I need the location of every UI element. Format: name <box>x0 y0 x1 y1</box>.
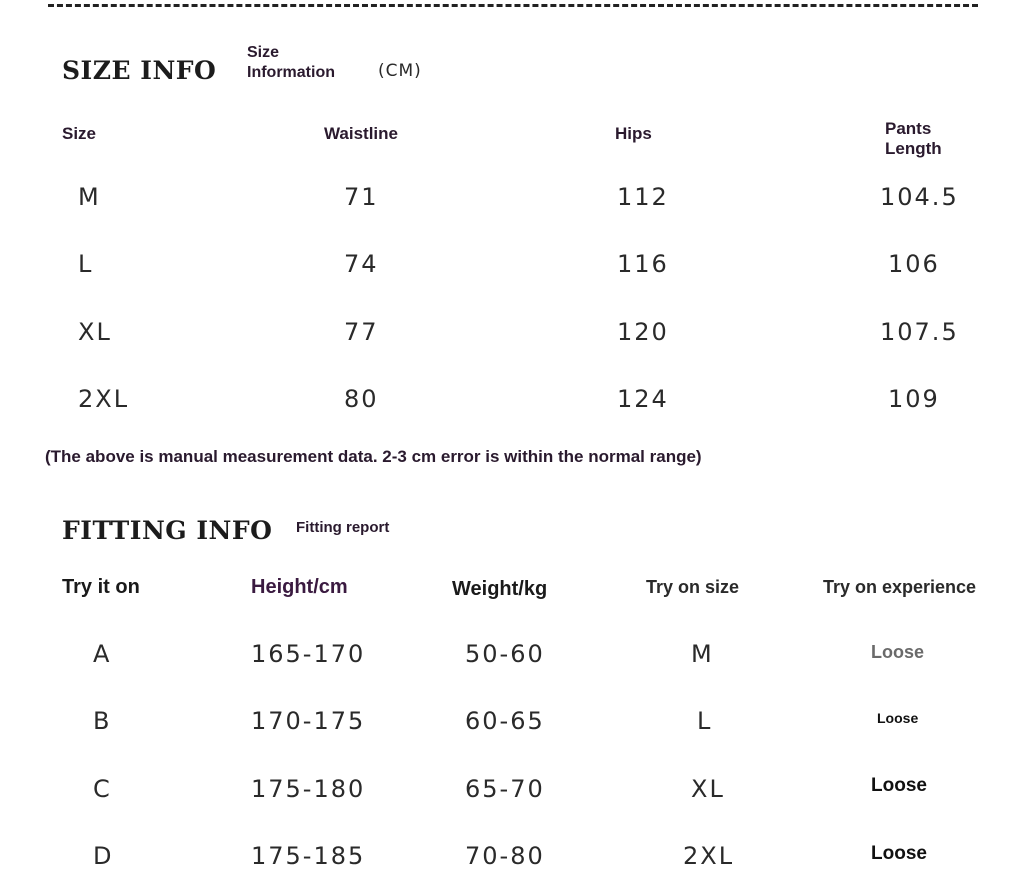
unit-label: (CM) <box>378 61 422 81</box>
experience-cell: Loose <box>877 710 919 726</box>
try-size-cell: 2XL <box>683 842 735 870</box>
length-cell: 109 <box>888 385 940 413</box>
hips-cell: 116 <box>617 250 669 278</box>
size-info-subtitle-line2: Information <box>247 64 335 81</box>
fitting-info-subtitle: Fitting report <box>296 519 390 536</box>
try-size-cell: L <box>697 707 713 735</box>
header-try-on-size: Try on size <box>646 577 740 597</box>
header-height: Height/cm <box>251 576 348 598</box>
waist-cell: 74 <box>344 250 379 278</box>
fitting-info-title: FITTING INFO <box>62 516 273 545</box>
header-waistline: Waistline <box>324 124 398 143</box>
header-pants-length-line2: Length <box>885 139 942 158</box>
length-cell: 106 <box>888 250 940 278</box>
size-info-title: SIZE INFO <box>62 56 217 85</box>
size-cell: M <box>78 183 101 211</box>
header-pants-length-line1: Pants <box>885 119 932 138</box>
header-size: Size <box>62 124 97 143</box>
header-weight: Weight/kg <box>452 578 548 600</box>
length-cell: 104.5 <box>880 183 959 211</box>
header-try-on-experience: Try on experience <box>823 577 977 597</box>
try-size-cell: M <box>691 640 714 668</box>
weight-cell: 65-70 <box>465 775 545 803</box>
height-cell: 165-170 <box>251 640 366 668</box>
hips-cell: 120 <box>617 318 669 346</box>
waist-cell: 77 <box>344 318 379 346</box>
waist-cell: 80 <box>344 385 379 413</box>
height-cell: 175-185 <box>251 842 366 870</box>
person-cell: B <box>93 707 112 735</box>
top-dashed-divider <box>48 4 978 7</box>
experience-cell: Loose <box>871 642 925 662</box>
experience-cell: Loose <box>871 775 927 796</box>
experience-cell: Loose <box>871 843 927 864</box>
size-cell: 2XL <box>78 385 130 413</box>
measurement-note: (The above is manual measurement data. 2-3 cm error is within the normal range) <box>45 447 702 466</box>
waist-cell: 71 <box>344 183 379 211</box>
hips-cell: 124 <box>617 385 669 413</box>
hips-cell: 112 <box>617 183 669 211</box>
size-info-subtitle-line1: Size <box>247 44 280 61</box>
header-try-it-on: Try it on <box>62 576 140 598</box>
header-hips: Hips <box>615 124 652 143</box>
weight-cell: 70-80 <box>465 842 545 870</box>
person-cell: C <box>93 775 112 803</box>
height-cell: 175-180 <box>251 775 366 803</box>
person-cell: D <box>93 842 114 870</box>
size-cell: L <box>78 250 94 278</box>
try-size-cell: XL <box>691 775 725 803</box>
weight-cell: 60-65 <box>465 707 545 735</box>
size-cell: XL <box>78 318 112 346</box>
person-cell: A <box>93 640 112 668</box>
length-cell: 107.5 <box>880 318 959 346</box>
height-cell: 170-175 <box>251 707 366 735</box>
weight-cell: 50-60 <box>465 640 545 668</box>
